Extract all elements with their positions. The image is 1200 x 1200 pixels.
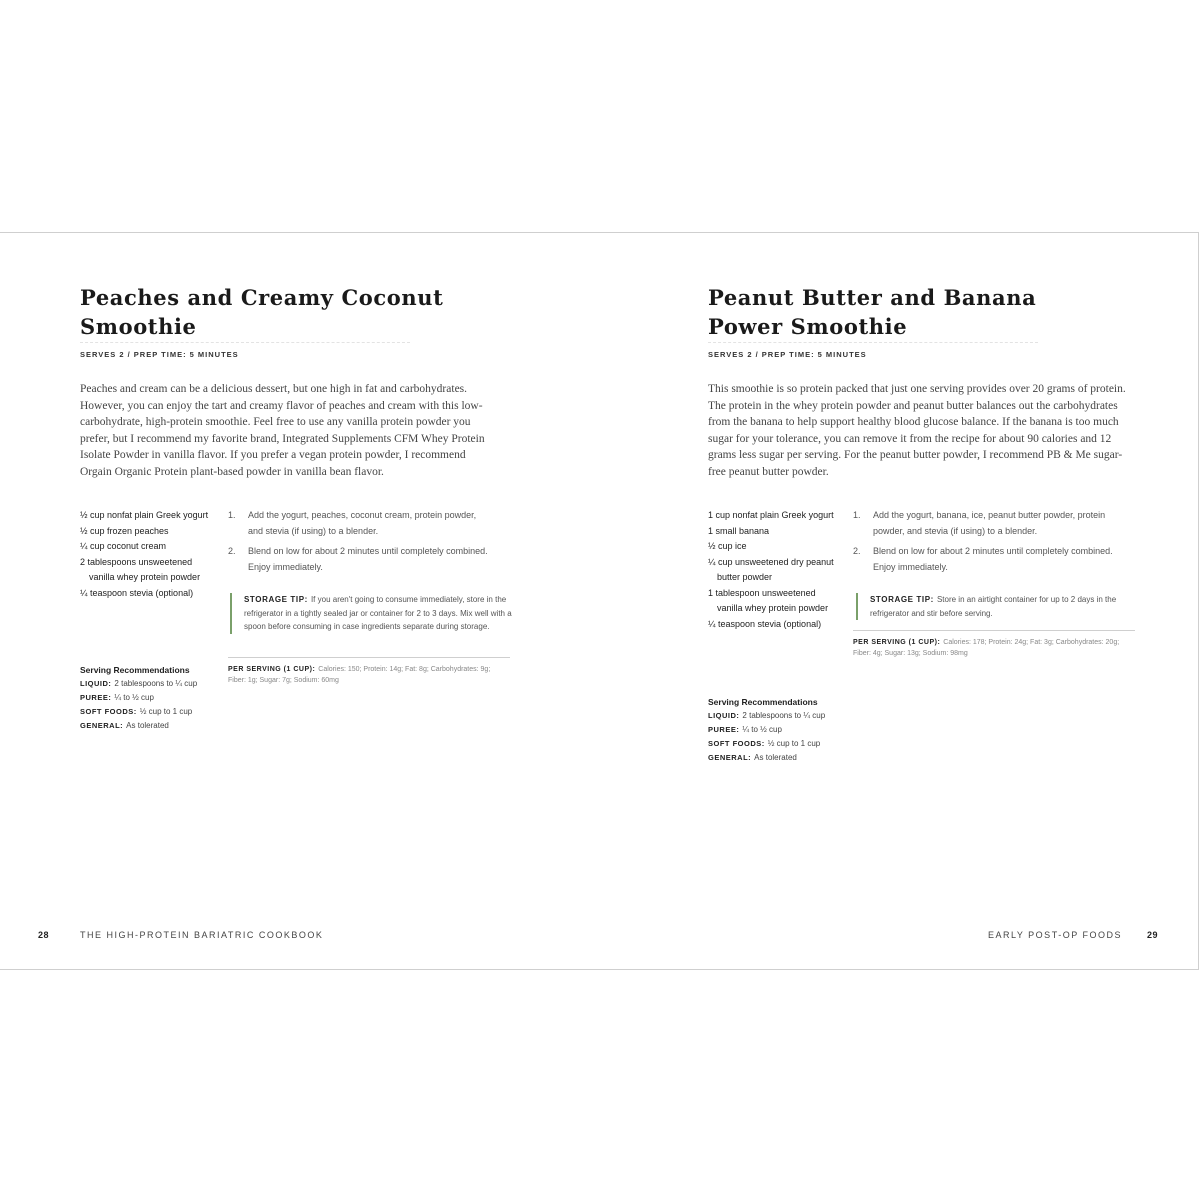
nutrition-info — [228, 657, 510, 686]
ingredient-list — [708, 508, 843, 632]
ingredient-item: ¼ teaspoon stevia (optional) — [80, 587, 194, 598]
serves-info: SERVES 2 / PREP TIME: 5 MINUTES — [708, 350, 867, 359]
title-line: Power Smoothie — [708, 314, 908, 339]
book-spread — [0, 232, 1199, 970]
serving-rec-row: SOFT FOODS: ½ cup to 1 cup — [708, 739, 821, 748]
ingredient-item: ¼ teaspoon stevia (optional) — [708, 618, 822, 629]
step-item: 2. Blend on low for about 2 minutes until completely combined. Enjoy immediately. — [228, 546, 488, 572]
serving-rec-row: SOFT FOODS: ½ cup to 1 cup — [80, 707, 193, 716]
running-header: THE HIGH-PROTEIN BARIATRIC COOKBOOK — [80, 930, 324, 940]
serving-rec-row: GENERAL: As tolerated — [708, 753, 797, 762]
recipe-intro: Peaches and cream can be a delicious dessert, but one high in fat and carbohydrates. However, you can enjoy the tart and creamy flavor of peaches and cream with this low-carbohydrate, high-protein smoothie. Feel free to use any vanilla protein powder you prefer, but I recommend my favorite brand, Integrated Supplements CFM Whey Protein Isolate Powder in vanilla flavor. If you prefer a vegan protein powder, I recommend Orgain Organic Protein plant-based powder in vanilla bean flavor. — [80, 383, 485, 478]
title-line: Peanut Butter and Banana — [708, 285, 1037, 310]
page-number: 28 — [38, 930, 50, 940]
ingredient-item: 1 small banana — [708, 525, 770, 536]
step-item: 1. Add the yogurt, banana, ice, peanut butter powder, protein powder, and stevia (if using) to a blender. — [853, 510, 1106, 536]
ingredient-item: ¼ cup unsweetened dry peanut butter powder — [708, 556, 834, 582]
nutrition-text: Calories: 150; Protein: 14g; Fat: 8g; Carbohydrates: 9g; Fiber: 1g; Sugar: 7g; Sodium: 60mg — [228, 666, 491, 684]
serves-info: SERVES 2 / PREP TIME: 5 MINUTES — [80, 350, 239, 359]
title-line: Peaches and Creamy Coconut — [80, 285, 444, 310]
title-rule — [708, 342, 1038, 343]
serving-rec-row: PUREE: ¼ to ½ cup — [708, 725, 782, 734]
storage-tip-text: If you aren't going to consume immediately, store in the refrigerator in a tightly sealed jar or container for 2 to 3 days. Mix well with a spoon before consuming in case ingredients separate during storage. — [244, 595, 512, 631]
storage-tip-text: Store in an airtight container for up to 2 days in the refrigerator and stir before serving. — [870, 595, 1117, 618]
ingredient-item: ¼ cup coconut cream — [80, 541, 167, 551]
storage-tip — [856, 593, 1140, 620]
recipe-intro: This smoothie is so protein packed that just one serving provides over 20 grams of protein. The protein in the whey protein powder and peanut butter balances out the carbohydrates from the banana to help support healthy blood glucose balance. If the banana is too much sugar for your tolerance, you can remove it from the recipe for about 90 calories and 12 grams less sugar per serving. For the peanut butter powder, I recommend PB & Me sugar-free peanut butter powder. — [708, 383, 1126, 478]
left-page — [0, 233, 599, 969]
right-page — [600, 233, 1199, 969]
ingredient-item: 1 tablespoon unsweetened vanilla whey protein powder — [708, 587, 829, 613]
serving-rec-row: PUREE: ¼ to ½ cup — [80, 693, 154, 702]
ingredient-item: ½ cup frozen peaches — [80, 525, 169, 536]
step-item: 1. Add the yogurt, peaches, coconut cream, protein powder, and stevia (if using) to a blender. — [228, 510, 477, 536]
nutrition-label: PER SERVING (1 CUP): — [228, 666, 316, 673]
ingredient-item: 1 cup nonfat plain Greek yogurt — [708, 510, 834, 520]
title-line: Smoothie — [80, 314, 197, 339]
ingredient-item: ½ cup ice — [708, 541, 747, 551]
serving-rec-row: LIQUID: 2 tablespoons to ¼ cup — [80, 679, 198, 688]
serving-rec-row: GENERAL: As tolerated — [80, 721, 169, 730]
nutrition-label: PER SERVING (1 CUP): — [853, 639, 941, 646]
step-item: 2. Blend on low for about 2 minutes until completely combined. Enjoy immediately. — [853, 546, 1113, 572]
storage-tip-label: STORAGE TIP: — [870, 595, 934, 604]
page-number: 29 — [1147, 930, 1159, 940]
storage-tip — [230, 593, 514, 634]
storage-tip-label: STORAGE TIP: — [244, 595, 308, 604]
title-rule — [80, 342, 410, 343]
recipe-title — [708, 283, 1148, 341]
ingredient-item: 2 tablespoons unsweetened vanilla whey protein powder — [80, 556, 201, 582]
recipe-title — [80, 283, 520, 341]
running-header: EARLY POST-OP FOODS — [988, 930, 1123, 940]
ingredient-list — [80, 508, 215, 601]
nutrition-info — [853, 630, 1135, 659]
serving-recs-title: Serving Recommendations — [708, 697, 818, 707]
serving-recommendations — [80, 663, 220, 733]
ingredient-item: ½ cup nonfat plain Greek yogurt — [80, 510, 209, 520]
step-list — [853, 508, 1118, 580]
serving-rec-row: LIQUID: 2 tablespoons to ¼ cup — [708, 711, 826, 720]
nutrition-text: Calories: 178; Protein: 24g; Fat: 3g; Carbohydrates: 20g; Fiber: 4g; Sugar: 13g; Sodium: 98mg — [853, 639, 1120, 657]
serving-recs-title: Serving Recommendations — [80, 665, 190, 675]
serving-recommendations — [708, 695, 848, 765]
step-list — [228, 508, 493, 580]
